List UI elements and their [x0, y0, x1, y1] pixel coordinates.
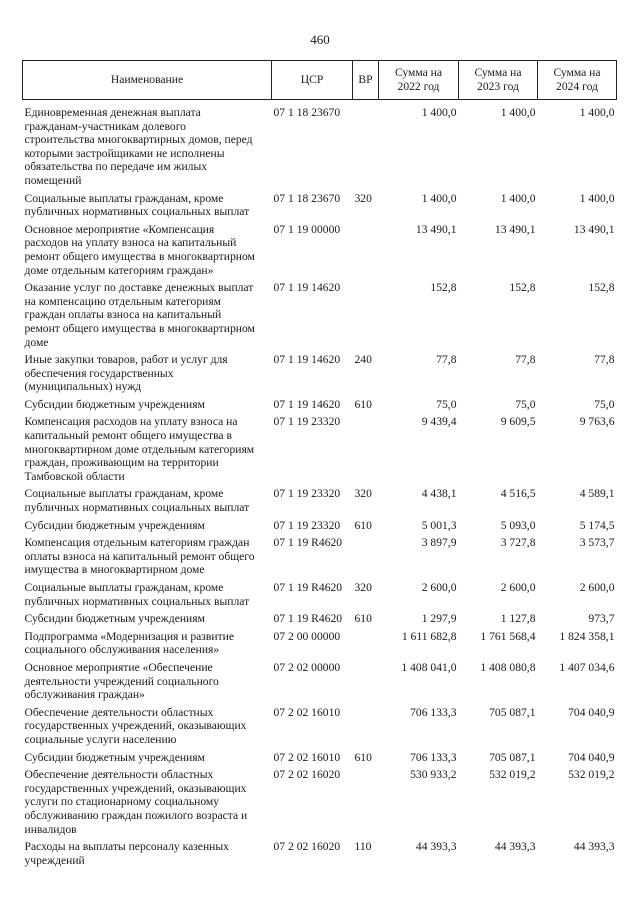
- row-csr: 07 1 19 23320: [273, 415, 341, 429]
- row-name-line: услуги по стационарному социальному: [24, 795, 220, 809]
- row-name-line: Обеспечение деятельности областных: [24, 705, 214, 719]
- row-name-line: Единовременная денежная выплата: [24, 106, 201, 119]
- row-sum-2022: 75,0: [436, 397, 457, 411]
- header-sum-2023: [459, 61, 538, 100]
- row-sum-2024: 704 040,9: [568, 750, 615, 764]
- row-name: [23, 519, 272, 537]
- row-name-line: Компенсация отдельным категориям граждан: [24, 536, 250, 550]
- table-row: [23, 768, 617, 840]
- header-sum-2022-line2: 2022 год: [397, 80, 440, 93]
- row-name-line: расходов на уплату взноса на капитальный: [24, 236, 237, 250]
- table-row: [23, 106, 617, 192]
- row-sum-2022: 1 400,0: [421, 191, 457, 205]
- row-sum-2023: 3 727,8: [500, 536, 536, 550]
- row-vr: 610: [354, 612, 372, 626]
- row-name: [23, 353, 272, 398]
- row-sum-2024: 152,8: [588, 281, 615, 295]
- row-name-line: Иные закупки товаров, работ и услуг для: [24, 353, 228, 367]
- row-name: [23, 661, 272, 706]
- table-row: [23, 415, 617, 487]
- row-vr: [353, 415, 379, 487]
- row-csr: 07 2 02 16010: [273, 750, 341, 764]
- row-name-line: публичных нормативных социальных выплат: [24, 501, 250, 515]
- row-sum-2024: 1 824 358,1: [559, 629, 615, 643]
- page-number: 460: [310, 32, 330, 47]
- row-name: [23, 398, 272, 416]
- row-sum-2022: 13 490,1: [415, 222, 457, 236]
- row-vr: 240: [354, 353, 372, 367]
- row-sum-2024: 3 573,7: [579, 536, 615, 550]
- row-sum-2022: 1 408 041,0: [401, 660, 457, 674]
- row-name-line: многоквартирном доме отдельным категориям: [24, 442, 255, 456]
- row-name-line: доме отдельным категориям граждан»: [24, 263, 214, 277]
- row-sum-2024: 4 589,1: [579, 487, 615, 501]
- row-sum-2024: 75,0: [594, 397, 615, 411]
- row-sum-2023: 1 408 080,8: [480, 660, 536, 674]
- row-name: [23, 751, 272, 769]
- table-row: [23, 630, 617, 661]
- row-name-line: обеспечения государственных: [24, 366, 174, 380]
- row-sum-2022: 1 400,0: [421, 106, 457, 119]
- row-csr: 07 1 18 23670: [273, 191, 341, 205]
- row-name-line: Социальные выплаты гражданам, кроме: [24, 581, 224, 594]
- row-name-line: гражданам-участникам долевого: [24, 119, 186, 133]
- row-csr: 07 2 00 00000: [273, 629, 341, 643]
- row-sum-2022: 1 611 682,8: [401, 629, 457, 643]
- table-body: [23, 106, 617, 871]
- table-row: [23, 751, 617, 769]
- row-name: [23, 281, 272, 353]
- row-sum-2024: 44 393,3: [573, 840, 615, 854]
- row-csr: 07 1 19 R4620: [273, 612, 343, 626]
- table-row: [23, 612, 617, 630]
- row-sum-2023: 1 400,0: [500, 191, 536, 205]
- row-name: [23, 768, 272, 840]
- row-name-line: капитальный ремонт общего имущества в: [24, 429, 232, 443]
- row-name: [23, 630, 272, 661]
- row-sum-2023: 705 087,1: [489, 705, 536, 719]
- row-vr: [353, 536, 379, 581]
- row-csr: 07 1 19 14620: [273, 281, 341, 295]
- row-name-line: инвалидов: [24, 822, 77, 836]
- row-csr: 07 1 19 00000: [273, 222, 341, 236]
- row-name: [23, 536, 272, 581]
- table-row: [23, 536, 617, 581]
- row-name-line: граждан, проживающим на территории: [24, 456, 219, 470]
- row-vr: [353, 223, 379, 281]
- row-name-line: Компенсация расходов на уплату взноса на: [24, 415, 238, 429]
- row-csr: 07 1 19 R4620: [273, 536, 343, 550]
- row-name-line: Основное мероприятие «Компенсация: [24, 222, 215, 236]
- row-sum-2023: 705 087,1: [489, 750, 536, 764]
- row-sum-2024: 13 490,1: [573, 222, 615, 236]
- table-row: [23, 581, 617, 612]
- row-name: [23, 192, 272, 223]
- row-name-line: Тамбовской области: [24, 469, 125, 483]
- row-name-line: Социальные выплаты гражданам, кроме: [24, 487, 224, 501]
- row-vr: 610: [354, 397, 372, 411]
- row-sum-2024: 77,8: [594, 353, 615, 367]
- row-name: [23, 840, 272, 871]
- row-name: [23, 223, 272, 281]
- row-sum-2023: 13 490,1: [494, 222, 536, 236]
- row-sum-2022: 44 393,3: [415, 840, 457, 854]
- row-name-line: обязательства по передаче им жилых: [24, 160, 208, 174]
- row-sum-2024: 1 407 034,6: [559, 660, 615, 674]
- header-name: Наименование: [23, 61, 272, 100]
- row-vr: 110: [354, 840, 372, 854]
- table-row: [23, 223, 617, 281]
- row-name-line: имущества в многоквартирном доме: [24, 563, 205, 577]
- row-name: [23, 106, 272, 192]
- row-csr: 07 2 02 16020: [273, 768, 341, 782]
- row-sum-2022: 530 933,2: [410, 768, 457, 782]
- row-name-line: ремонт общего имущества в многоквартирном: [24, 249, 255, 263]
- table-row: [23, 353, 617, 398]
- row-vr: 320: [354, 191, 372, 205]
- header-sum-2024-line2: 2024 год: [556, 80, 598, 93]
- row-name-line: на компенсацию отдельным категориям: [24, 294, 222, 308]
- row-vr: [353, 661, 379, 706]
- row-name-line: деятельности учреждений социального: [24, 674, 219, 688]
- row-vr: 610: [354, 750, 372, 764]
- row-sum-2022: 5 001,3: [421, 518, 457, 532]
- row-name: [23, 581, 272, 612]
- row-sum-2023: 75,0: [515, 397, 536, 411]
- table-row: [23, 487, 617, 518]
- table-row: [23, 519, 617, 537]
- row-name-line: помещений: [24, 173, 82, 187]
- row-name-line: публичных нормативных социальных выплат: [24, 594, 250, 608]
- row-name: [23, 487, 272, 518]
- table-row: [23, 706, 617, 751]
- row-vr: [353, 706, 379, 751]
- header-sum-2022: [379, 61, 459, 100]
- header-sum-2023-line1: Сумма на: [474, 66, 522, 80]
- row-name-line: Оказание услуг по доставке денежных выплат: [24, 281, 254, 295]
- row-sum-2022: 1 297,9: [421, 612, 457, 626]
- row-sum-2022: 2 600,0: [421, 581, 457, 594]
- row-sum-2023: 44 393,3: [494, 840, 536, 854]
- row-csr: 07 1 19 23320: [273, 518, 341, 532]
- row-name-line: Обеспечение деятельности областных: [24, 768, 214, 782]
- row-name-line: обслуживанию граждан пожилого возраста и: [24, 808, 248, 822]
- row-sum-2023: 77,8: [515, 353, 536, 367]
- row-csr: 07 2 02 16020: [273, 840, 341, 854]
- row-sum-2023: 5 093,0: [500, 518, 536, 532]
- row-name-line: доме: [24, 335, 49, 349]
- row-name-line: социального обслуживания населения»: [24, 643, 220, 657]
- row-vr: 320: [354, 581, 372, 594]
- row-vr: 320: [354, 487, 372, 501]
- row-name-line: Субсидии бюджетным учреждениям: [24, 750, 205, 764]
- row-sum-2024: 704 040,9: [568, 705, 615, 719]
- row-sum-2023: 1 761 568,4: [480, 629, 536, 643]
- row-csr: 07 1 19 14620: [273, 353, 341, 367]
- row-csr: 07 1 19 14620: [273, 397, 341, 411]
- row-sum-2023: 1 400,0: [500, 106, 536, 119]
- row-sum-2022: 152,8: [430, 281, 457, 295]
- header-sum-2022-line1: Сумма на: [394, 66, 443, 80]
- row-name-line: публичных нормативных социальных выплат: [24, 205, 250, 219]
- row-sum-2022: 9 439,4: [421, 415, 457, 429]
- row-sum-2024: 9 763,6: [579, 415, 615, 429]
- row-name-line: Подпрограмма «Модернизация и развитие: [24, 629, 234, 643]
- header-sum-2024-line1: Сумма на: [553, 66, 601, 80]
- row-name-line: учреждений: [24, 853, 85, 867]
- row-sum-2022: 706 133,3: [410, 705, 457, 719]
- row-name-line: государственных учреждений, оказывающих: [24, 781, 247, 795]
- row-csr: 07 1 19 23320: [273, 487, 341, 501]
- row-sum-2022: 77,8: [436, 353, 457, 367]
- table-row: [23, 840, 617, 871]
- row-vr: 610: [354, 518, 372, 532]
- row-csr: 07 1 19 R4620: [273, 581, 343, 594]
- row-name: [23, 706, 272, 751]
- row-sum-2024: 973,7: [588, 612, 615, 626]
- row-name-line: Расходы на выплаты персоналу казенных: [24, 840, 229, 854]
- row-vr: [353, 630, 379, 661]
- row-name-line: ремонт общего имущества в многоквартирном: [24, 321, 255, 335]
- row-vr: [353, 281, 379, 353]
- row-csr: 07 2 02 00000: [273, 660, 341, 674]
- row-sum-2023: 2 600,0: [500, 581, 536, 594]
- row-sum-2022: 3 897,9: [421, 536, 457, 550]
- row-name-line: Субсидии бюджетным учреждениям: [24, 518, 205, 532]
- header-csr: ЦСР: [272, 61, 353, 100]
- row-name-line: Основное мероприятие «Обеспечение: [24, 660, 213, 674]
- row-name: [23, 415, 272, 487]
- row-sum-2022: 4 438,1: [421, 487, 457, 501]
- row-csr: 07 1 18 23670: [273, 106, 341, 119]
- table-row: [23, 661, 617, 706]
- row-name-line: оплаты взноса на капитальный ремонт общего: [24, 549, 255, 563]
- table-header-row: [23, 61, 617, 100]
- row-name-line: строительства многоквартирных домов, перед: [24, 133, 253, 147]
- row-sum-2024: 532 019,2: [568, 768, 615, 782]
- row-name-line: социальные услуги населению: [24, 732, 177, 746]
- row-name: [23, 612, 272, 630]
- row-sum-2023: 532 019,2: [489, 768, 536, 782]
- row-csr: 07 2 02 16010: [273, 705, 341, 719]
- row-name-line: Субсидии бюджетным учреждениям: [24, 397, 205, 411]
- row-sum-2023: 9 609,5: [500, 415, 536, 429]
- row-sum-2024: 1 400,0: [579, 106, 615, 119]
- row-name-line: граждан оплаты взноса на капитальный: [24, 308, 222, 322]
- table-row: [23, 281, 617, 353]
- row-name-line: Субсидии бюджетным учреждениям: [24, 612, 205, 626]
- table-row: [23, 192, 617, 223]
- row-vr: [353, 106, 379, 192]
- budget-table: [22, 60, 617, 871]
- row-sum-2024: 2 600,0: [579, 581, 615, 594]
- row-sum-2023: 152,8: [509, 281, 536, 295]
- header-sum-2023-line2: 2023 год: [477, 80, 519, 93]
- row-name-line: Социальные выплаты гражданам, кроме: [24, 191, 224, 205]
- row-vr: [353, 768, 379, 840]
- header-sum-2024: [538, 61, 617, 100]
- row-sum-2023: 4 516,5: [500, 487, 536, 501]
- row-name-line: обслуживания граждан»: [24, 688, 145, 702]
- row-sum-2024: 5 174,5: [579, 518, 615, 532]
- row-name-line: государственных учреждений, оказывающих: [24, 719, 247, 733]
- row-name-line: (муниципальных) нужд: [24, 380, 142, 394]
- row-sum-2024: 1 400,0: [579, 191, 615, 205]
- row-sum-2022: 706 133,3: [410, 750, 457, 764]
- header-vr: ВР: [353, 61, 379, 100]
- table-row: [23, 398, 617, 416]
- row-sum-2023: 1 127,8: [500, 612, 536, 626]
- row-name-line: которыми застройщиками не исполнены: [24, 146, 225, 160]
